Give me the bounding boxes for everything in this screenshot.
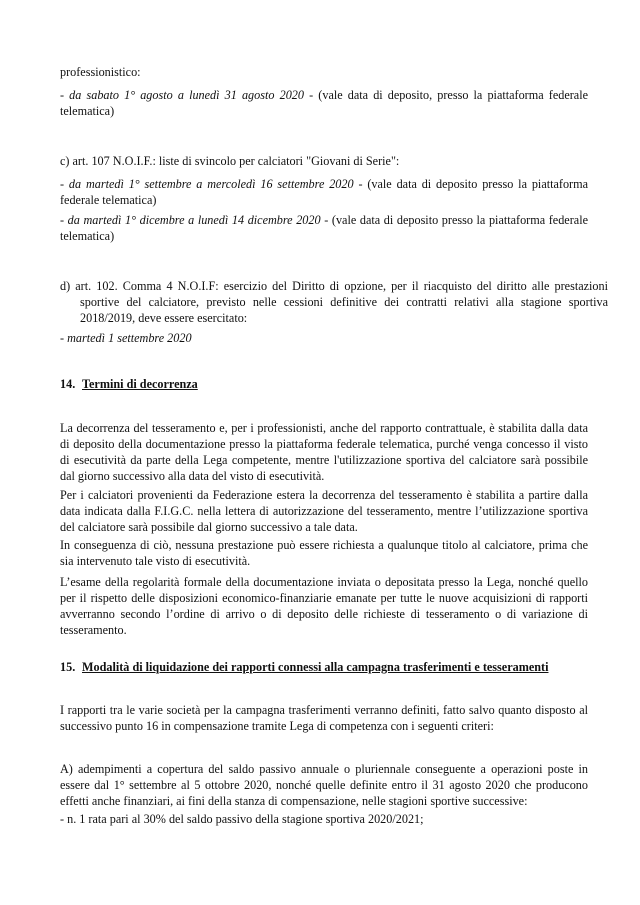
section-15-first-installment: - n. 1 rata pari al 30% del saldo passivo della stagione sportiva 2020/2021; xyxy=(60,812,424,826)
deadline-september xyxy=(60,176,588,208)
deadline-september-dates: - da martedì 1° settembre a mercoledì 16 settembre 2020 xyxy=(60,177,354,191)
deadline-december-note: - (vale data di deposito presso la piattaforma federale telematica) xyxy=(60,213,588,243)
section-14-paragraph-2: Per i calciatori provenienti da Federazione estera la decorrenza del tesseramento è stabilita a partire dalla data indicata dalla F.I.G.C. nella lettera di autorizzazione del tesseramento, mentre l’utilizzazione sportiva del calciatore sarà possibile dal giorno successivo a tale data. xyxy=(60,488,588,534)
text-professionistico: professionistico: xyxy=(60,65,141,79)
section-14-heading xyxy=(60,376,198,392)
deadline-december xyxy=(60,212,588,244)
deadline-option-date: - martedì 1 settembre 2020 xyxy=(60,331,192,345)
deadline-august xyxy=(60,87,588,119)
deadline-december-dates: - da martedì 1° dicembre a lunedì 14 dicembre 2020 xyxy=(60,213,321,227)
section-15-paragraph-1: I rapporti tra le varie società per la campagna trasferimenti verranno definiti, fatto salvo quanto disposto al successivo punto 16 in compensazione tramite Lega di competenza con i seguenti criteri: xyxy=(60,703,588,733)
section-15-title: Modalità di liquidazione dei rapporti connessi alla campagna trasferimenti e tesseramenti xyxy=(82,660,549,674)
section-15-heading xyxy=(60,659,548,675)
item-d-art-102: d) art. 102. Comma 4 N.O.I.F: esercizio del Diritto di opzione, per il riacquisto del diritto alle prestazioni sportive del calciatore, previsto nelle cessioni definitive dei contratti relativi alla stagione sportiva 2018/2019, deve essere esercitato: xyxy=(60,279,608,325)
section-15-number: 15. xyxy=(60,660,76,674)
deadline-august-dates: - da sabato 1° agosto a lunedì 31 agosto 2020 xyxy=(60,88,304,102)
deadline-option xyxy=(60,330,588,346)
deadline-september-note: - (vale data di deposito presso la piattaforma federale telematica) xyxy=(60,177,589,207)
section-15-item-a: A) adempimenti a copertura del saldo passivo annuale o pluriennale conseguente a operazioni poste in essere dal 1° settembre al 5 ottobre 2020, nonché quelle definite entro il 31 agosto 2020 che producono effetti anche finanziari, ai fini della stanza di compensazione, nelle stagioni sportive successive: xyxy=(60,762,588,808)
item-c-art-107: c) art. 107 N.O.I.F.: liste di svincolo per calciatori "Giovani di Serie": xyxy=(60,154,400,168)
section-14-paragraph-1: La decorrenza del tesseramento e, per i professionisti, anche del rapporto contrattuale, è stabilita dalla data di deposito della documentazione presso la piattaforma federale telematica, purché venga concesso il visto di esecutività da parte della Lega competente, mentre l'utilizzazione sportiva del calciatore sarà possibile dal giorno successivo alla data del visto di esecutività. xyxy=(60,421,588,483)
section-14-paragraph-3: In conseguenza di ciò, nessuna prestazione può essere richiesta a qualunque titolo al calciatore, prima che sia intervenuto tale visto di esecutività. xyxy=(60,538,588,568)
section-14-title: Termini di decorrenza xyxy=(82,377,198,391)
section-14-paragraph-4: L’esame della regolarità formale della documentazione inviata o depositata presso la Lega, nonché quello per il rispetto delle disposizioni economico-finanziarie emanate per tutte le nuove acquisizioni di rapporti avverranno secondo l’ordine di arrivo o di deposito delle richieste di tesseramento o di variazione di tesseramento. xyxy=(60,575,588,637)
deadline-august-note: - (vale data di deposito, presso la piattaforma federale telematica) xyxy=(60,88,588,118)
section-14-number: 14. xyxy=(60,377,76,391)
